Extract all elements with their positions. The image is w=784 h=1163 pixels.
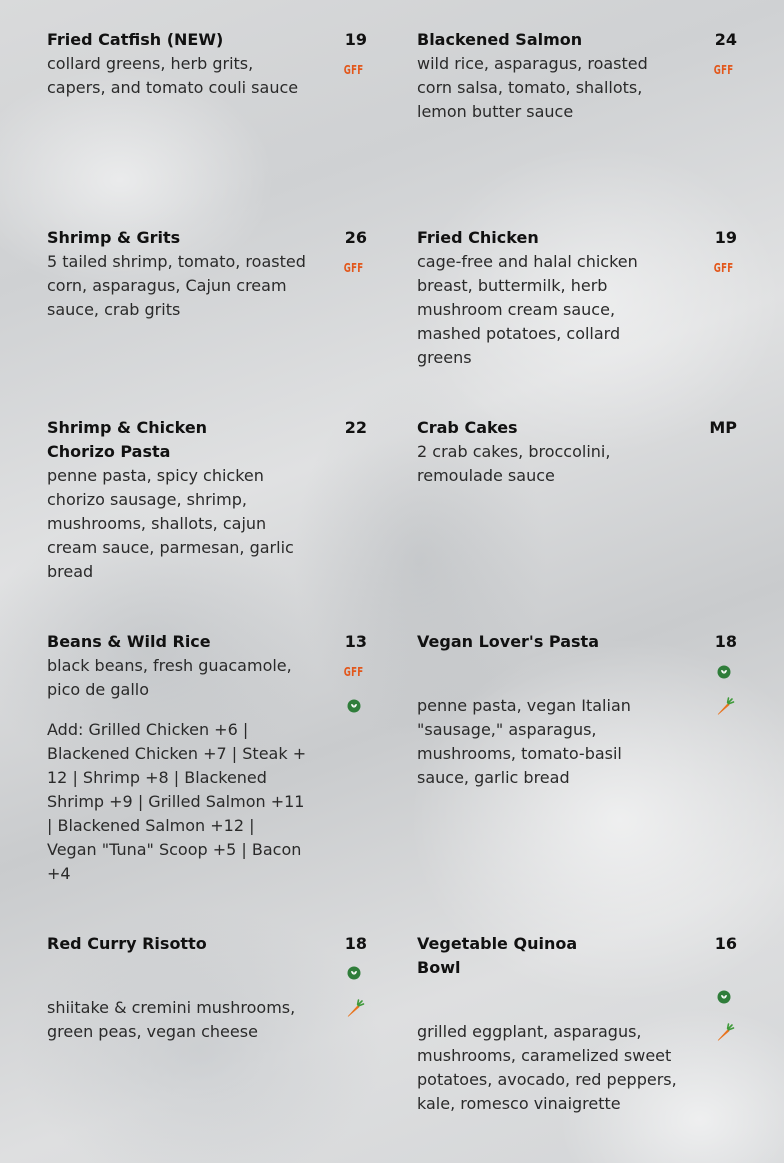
- menu-item-description: black beans, fresh guacamole, pico de gallo: [47, 656, 292, 699]
- menu-item-name: Blackened Salmon: [417, 30, 583, 49]
- menu-item-vegan-lovers-pasta: [417, 630, 737, 800]
- menu-item-shrimp-grits: [47, 226, 367, 376]
- gff-badge: GFF: [714, 261, 734, 275]
- menu-item-red-curry-risotto: [47, 932, 367, 1052]
- gff-badge: GFF: [344, 261, 364, 275]
- menu-item-shrimp-chicken-chorizo-pasta: [47, 416, 367, 596]
- menu-item-description: penne pasta, vegan Italian "sausage," asparagus, mushrooms, tomato-basil sauce, garlic bread: [417, 696, 631, 787]
- menu-item-description: wild rice, asparagus, roasted corn salsa, tomato, shallots, lemon butter sauce: [417, 54, 648, 121]
- menu-item-price: 19: [714, 228, 737, 247]
- menu-item-price: 19: [344, 30, 367, 49]
- carrot-icon: [343, 997, 367, 1021]
- menu-item-name: Shrimp & Grits: [47, 228, 181, 247]
- menu-item-blackened-salmon: [417, 28, 737, 178]
- menu-item-name: Red Curry Risotto: [47, 934, 207, 953]
- menu-item-addons: Add: Grilled Chicken +6 | Blackened Chicken +7 | Steak + 12 | Shrimp +8 | Blackened Shrimp +9 | Grilled Salmon +11 | Blackened Salmon +12 | Vegan "Tuna" Scoop +5 | Bacon +4: [47, 720, 307, 883]
- menu-item-description: penne pasta, spicy chicken chorizo sausage, shrimp, mushrooms, shallots, cajun cream sauce, parmesan, garlic bread: [47, 466, 294, 581]
- menu-item-description: grilled eggplant, asparagus, mushrooms, caramelized sweet potatoes, avocado, red peppers, kale, romesco vinaigrette: [417, 1022, 677, 1113]
- gff-badge: GFF: [344, 665, 364, 679]
- menu-item-description: collard greens, herb grits, capers, and tomato couli sauce: [47, 54, 299, 97]
- menu-item-description: shiitake & cremini mushrooms, green peas, vegan cheese: [47, 998, 296, 1041]
- menu-item-price: 18: [714, 632, 737, 651]
- menu-item-price: MP: [709, 418, 737, 437]
- carrot-icon: [713, 1021, 737, 1045]
- menu-item-name: Vegetable Quinoa Bowl: [417, 934, 578, 977]
- vegan-leaf-icon: [712, 660, 736, 684]
- gff-badge: GFF: [344, 63, 364, 77]
- menu-item-vegetable-quinoa-bowl: [417, 932, 737, 1122]
- menu-item-name: Fried Chicken: [417, 228, 539, 247]
- menu-item-name: Crab Cakes: [417, 418, 518, 437]
- menu-item-description: cage-free and halal chicken breast, buttermilk, herb mushroom cream sauce, mashed potatoes, collard greens: [417, 252, 638, 367]
- menu-item-description: 2 crab cakes, broccolini, remoulade sauce: [417, 442, 611, 485]
- menu-item-name: Vegan Lover's Pasta: [417, 632, 599, 651]
- carrot-icon: [713, 695, 737, 719]
- menu-item-price: 22: [344, 418, 367, 437]
- vegan-leaf-icon: [712, 985, 736, 1009]
- vegan-leaf-icon: [342, 961, 366, 985]
- menu-item-price: 16: [714, 934, 737, 953]
- menu-item-crab-cakes: [417, 416, 737, 516]
- menu-item-fried-catfish: [47, 28, 367, 178]
- menu-item-name: Shrimp & Chicken Chorizo Pasta: [47, 418, 208, 461]
- menu-item-price: 24: [714, 30, 737, 49]
- menu-item-beans-wild-rice: [47, 630, 367, 890]
- menu-item-price: 26: [344, 228, 367, 247]
- vegan-leaf-icon: [342, 694, 366, 718]
- menu-item-name: Beans & Wild Rice: [47, 632, 211, 651]
- menu-item-description: 5 tailed shrimp, tomato, roasted corn, asparagus, Cajun cream sauce, crab grits: [47, 252, 306, 319]
- menu-item-price: 18: [344, 934, 367, 953]
- menu-item-fried-chicken: [417, 226, 737, 376]
- menu-item-price: 13: [344, 632, 367, 651]
- gff-badge: GFF: [714, 63, 734, 77]
- menu-item-name: Fried Catfish (NEW): [47, 30, 224, 49]
